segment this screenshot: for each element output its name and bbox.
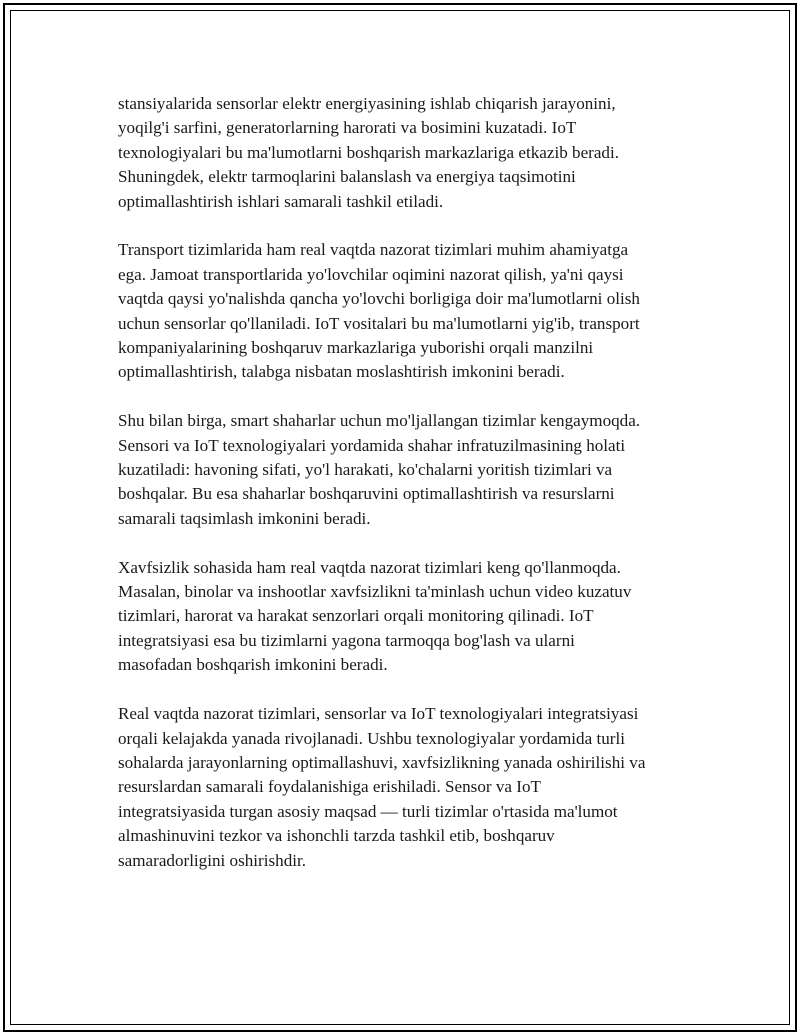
text-line: kompaniyalarining boshqaruv markazlariga yuborishi orqali manzilni [118, 338, 594, 358]
text-line: almashinuvini tezkor va ishonchli tarzda tashkil etib, boshqaruv [118, 826, 555, 846]
text-line: optimallashtirish, talabga nisbatan moslashtirish imkonini beradi. [118, 362, 565, 382]
text-line: masofadan boshqarish imkonini beradi. [118, 655, 388, 675]
text-line: optimallashtirish ishlari samarali tashkil etiladi. [118, 191, 444, 211]
text-line: resurslardan samarali foydalanishiga erishiladi. Sensor va IoT [118, 777, 541, 797]
paragraph-security [118, 556, 718, 678]
document-body [118, 92, 718, 873]
text-line: Xavfsizlik sohasida ham real vaqtda nazorat tizimlari keng qo'llanmoqda. [118, 557, 621, 577]
text-line: Real vaqtda nazorat tizimlari, sensorlar va IoT texnologiyalari integratsiyasi [118, 704, 639, 724]
text-line: samaradorligini oshirishdir. [118, 850, 307, 870]
paragraph-conclusion [118, 702, 718, 873]
text-line: uchun sensorlar qo'llaniladi. IoT vositalari bu ma'lumotlarni yig'ib, transport [118, 313, 640, 333]
paragraph-transport [118, 238, 718, 384]
text-line: Transport tizimlarida ham real vaqtda nazorat tizimlari muhim ahamiyatga [118, 240, 629, 260]
text-line: integratsiyasi esa bu tizimlarni yagona tarmoqqa bog'lash va ularni [118, 630, 575, 650]
text-line: stansiyalarida sensorlar elektr energiyasining ishlab chiqarish jarayonini, [118, 94, 616, 113]
text-line: boshqalar. Bu esa shaharlar boshqaruvini optimallashtirish va resurslarni [118, 484, 615, 504]
text-line: tizimlari, harorat va harakat senzorlari orqali monitoring qilinadi. IoT [118, 606, 594, 626]
text-line: Shuningdek, elektr tarmoqlarini balanslash va energiya taqsimotini [118, 167, 576, 187]
text-line: sohalarda jarayonlarning optimallashuvi, xavfsizlikning yanada oshirilishi va [118, 752, 646, 772]
paragraph-energy-stations [118, 92, 718, 214]
text-line: yoqilg'i sarfini, generatorlarning harorati va bosimini kuzatadi. IoT [118, 118, 577, 138]
text-line: Shu bilan birga, smart shaharlar uchun mo'ljallangan tizimlar kengaymoqda. [118, 411, 641, 431]
paragraph-smart-cities [118, 409, 718, 531]
text-line: ega. Jamoat transportlarida yo'lovchilar oqimini nazorat qilish, ya'ni qaysi [118, 264, 624, 284]
text-line: kuzatiladi: havoning sifati, yo'l harakati, ko'chalarni yoritish tizimlari va [118, 460, 613, 480]
text-line: samarali taqsimlash imkonini beradi. [118, 508, 371, 528]
text-line: vaqtda qaysi yo'nalishda qancha yo'lovchi borligiga doir ma'lumotlarni olish [118, 289, 640, 309]
text-line: integratsiyasida turgan asosiy maqsad — turli tizimlar o'rtasida ma'lumot [118, 801, 618, 821]
text-line: texnologiyalari bu ma'lumotlarni boshqarish markazlariga etkazib beradi. [118, 142, 620, 162]
text-line: Sensori va IoT texnologiyalari yordamida shahar infratuzilmasining holati [118, 435, 626, 455]
text-line: orqali kelajakda yanada rivojlanadi. Ushbu texnologiyalar yordamida turli [118, 728, 625, 748]
text-line: Masalan, binolar va inshootlar xavfsizlikni ta'minlash uchun video kuzatuv [118, 582, 632, 602]
